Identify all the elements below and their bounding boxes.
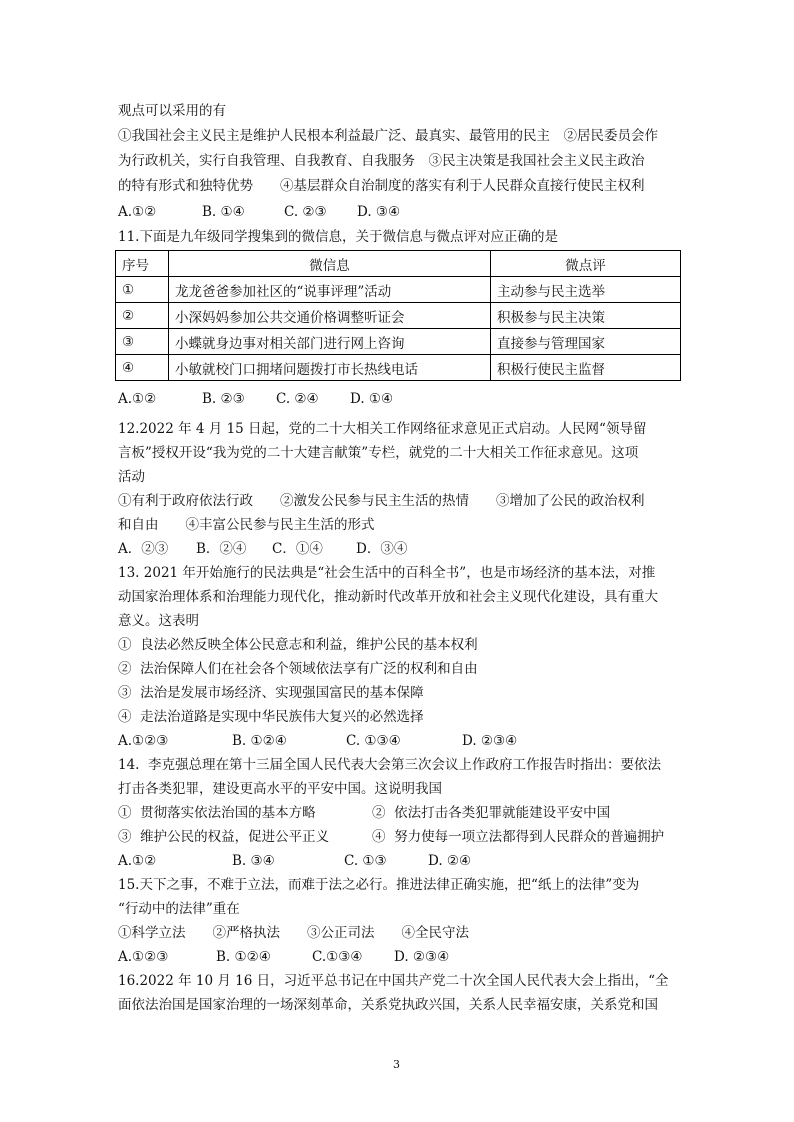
q13-statement-3: ③ 法治是发展市场经济、实现强国富民的基本保障 [118,685,424,701]
header-comment: 微点评 [491,251,681,277]
cell-index: ③ [116,329,169,355]
q12-line-3: 活动 [118,469,145,485]
q15-line-3: ①科学立法 ②严格执法 ③公正司法 ④全民守法 [118,925,469,941]
q14-statement-2: ② 依法打击各类犯罪就能建设平安中国 [372,805,611,821]
q13-option-d[interactable]: D. ②③④ [462,733,518,749]
q10-option-d[interactable]: D. ③④ [357,204,401,220]
q14-line-1: 14. 李克强总理在第十三届全国人民代表大会第三次会议上作政府工作报告时指出：要依法 [118,757,662,773]
q12-option-c[interactable]: C．①④ [272,541,323,557]
cell-info: 小敏就校门口拥堵问题拨打市长热线电话 [169,355,491,381]
q15-option-a[interactable]: A.①②③ [118,949,169,965]
q13-statement-1: ① 良法必然反映全体公民意志和利益，维护公民的基本权利 [118,637,478,653]
q13-line-1: 13. 2021 年开始施行的民法典是“社会生活中的百科全书”，也是市场经济的基本法，对推 [118,565,656,581]
q11-option-a[interactable]: A.①② [118,391,157,407]
q15-option-d[interactable]: D. ②③④ [394,949,450,965]
q12-option-b[interactable]: B．②④ [196,541,247,557]
cell-comment: 积极参与民主决策 [491,303,681,329]
q16-line-1: 16.2022 年 10 月 16 日，习近平总书记在中国共产党二十次全国人民代表大会上指出，“全 [118,973,669,989]
table-row [116,355,681,381]
q13-statement-2: ② 法治保障人们在社会各个领域依法享有广泛的权利和自由 [118,661,478,677]
q14-statement-4: ④ 努力使每一项立法都得到人民群众的普遍拥护 [372,829,665,845]
q12-line-5: 和自由 ④丰富公民参与民主生活的形式 [118,517,375,533]
q15-line-2: “行动中的法律”重在 [118,901,240,917]
q10-line-1: ①我国社会主义民主是维护人民根本利益最广泛、最真实、最管用的民主 ②居民委员会作 [118,128,658,144]
q14-statement-3: ③ 维护公民的权益，促进公平正义 [118,829,330,845]
q11-stem: 11.下面是九年级同学搜集到的微信息，关于微信息与微点评对应正确的是 [118,229,558,245]
q10-line-2: 为行政机关，实行自我管理、自我教育、自我服务 ③民主决策是我国社会主义民主政治 [118,153,645,169]
q13-option-a[interactable]: A.①②③ [118,733,169,749]
q15-option-b[interactable]: B. ①②④ [216,949,271,965]
q13-line-3: 意义。这表明 [118,613,199,629]
q11-option-c[interactable]: C. ②④ [276,391,319,407]
header-info: 微信息 [169,251,491,277]
header-index: 序号 [116,251,169,277]
cell-comment: 直接参与管理国家 [491,329,681,355]
q10-stem-tail: 观点可以采用的有 [118,103,226,119]
cell-info: 龙龙爸爸参加社区的“说事评理”活动 [169,277,491,303]
cell-index: ① [116,277,169,303]
cell-info: 小深妈妈参加公共交通价格调整听证会 [169,303,491,329]
q12-line-2: 言板”授权开设“我为党的二十大建言献策”专栏，就党的二十大相关工作征求意见。这项 [118,445,639,461]
q10-option-a[interactable]: A.①② [118,204,157,220]
q14-statement-1: ① 贯彻落实依法治国的基本方略 [118,805,316,821]
q14-line-2: 打击各类犯罪，建设更高水平的平安中国。这说明我国 [118,781,442,797]
q12-option-d[interactable]: D．③④ [356,541,408,557]
q14-option-a[interactable]: A.①② [118,853,157,869]
q12-option-a[interactable]: A．②③ [118,541,169,557]
q14-option-c[interactable]: C. ①③ [344,853,387,869]
cell-comment: 主动参与民主选举 [491,277,681,303]
q11-table [115,250,681,381]
q16-line-2: 面依法治国是国家治理的一场深刻革命，关系党执政兴国，关系人民幸福安康，关系党和国 [118,997,658,1013]
q11-option-d[interactable]: D. ①④ [350,391,394,407]
q13-line-2: 动国家治理体系和治理能力现代化，推动新时代改革开放和社会主义现代化建设，具有重大 [118,589,658,605]
cell-index: ② [116,303,169,329]
cell-info: 小蝶就身边事对相关部门进行网上咨询 [169,329,491,355]
table-row [116,277,681,303]
q12-line-4: ①有利于政府依法行政 ②激发公民参与民主生活的热情 ③增加了公民的政治权利 [118,493,645,509]
table-row [116,329,681,355]
q13-option-c[interactable]: C. ①③④ [346,733,401,749]
q10-line-3: 的特有形式和独特优势 ④基层群众自治制度的落实有利于人民群众直接行使民主权利 [118,178,645,194]
q11-option-b[interactable]: B. ②③ [202,391,245,407]
q10-option-c[interactable]: C. ②③ [284,204,327,220]
table-row [116,303,681,329]
table-header-row [116,251,681,277]
q15-option-c[interactable]: C.①③④ [312,949,363,965]
page-number: 3 [393,1058,400,1071]
cell-comment: 积极行使民主监督 [491,355,681,381]
q12-line-1: 12.2022 年 4 月 15 日起，党的二十大相关工作网络征求意见正式启动。人民网“领导留 [118,421,647,437]
q10-option-b[interactable]: B. ①④ [202,204,245,220]
q14-option-d[interactable]: D. ②④ [428,853,472,869]
q15-line-1: 15.天下之事，不难于立法，而难于法之必行。推进法律正确实施，把“纸上的法律”变为 [118,877,640,893]
q13-option-b[interactable]: B. ①②④ [232,733,287,749]
q14-option-b[interactable]: B. ③④ [232,853,275,869]
cell-index: ④ [116,355,169,381]
q13-statement-4: ④ 走法治道路是实现中华民族伟大复兴的必然选择 [118,709,424,725]
